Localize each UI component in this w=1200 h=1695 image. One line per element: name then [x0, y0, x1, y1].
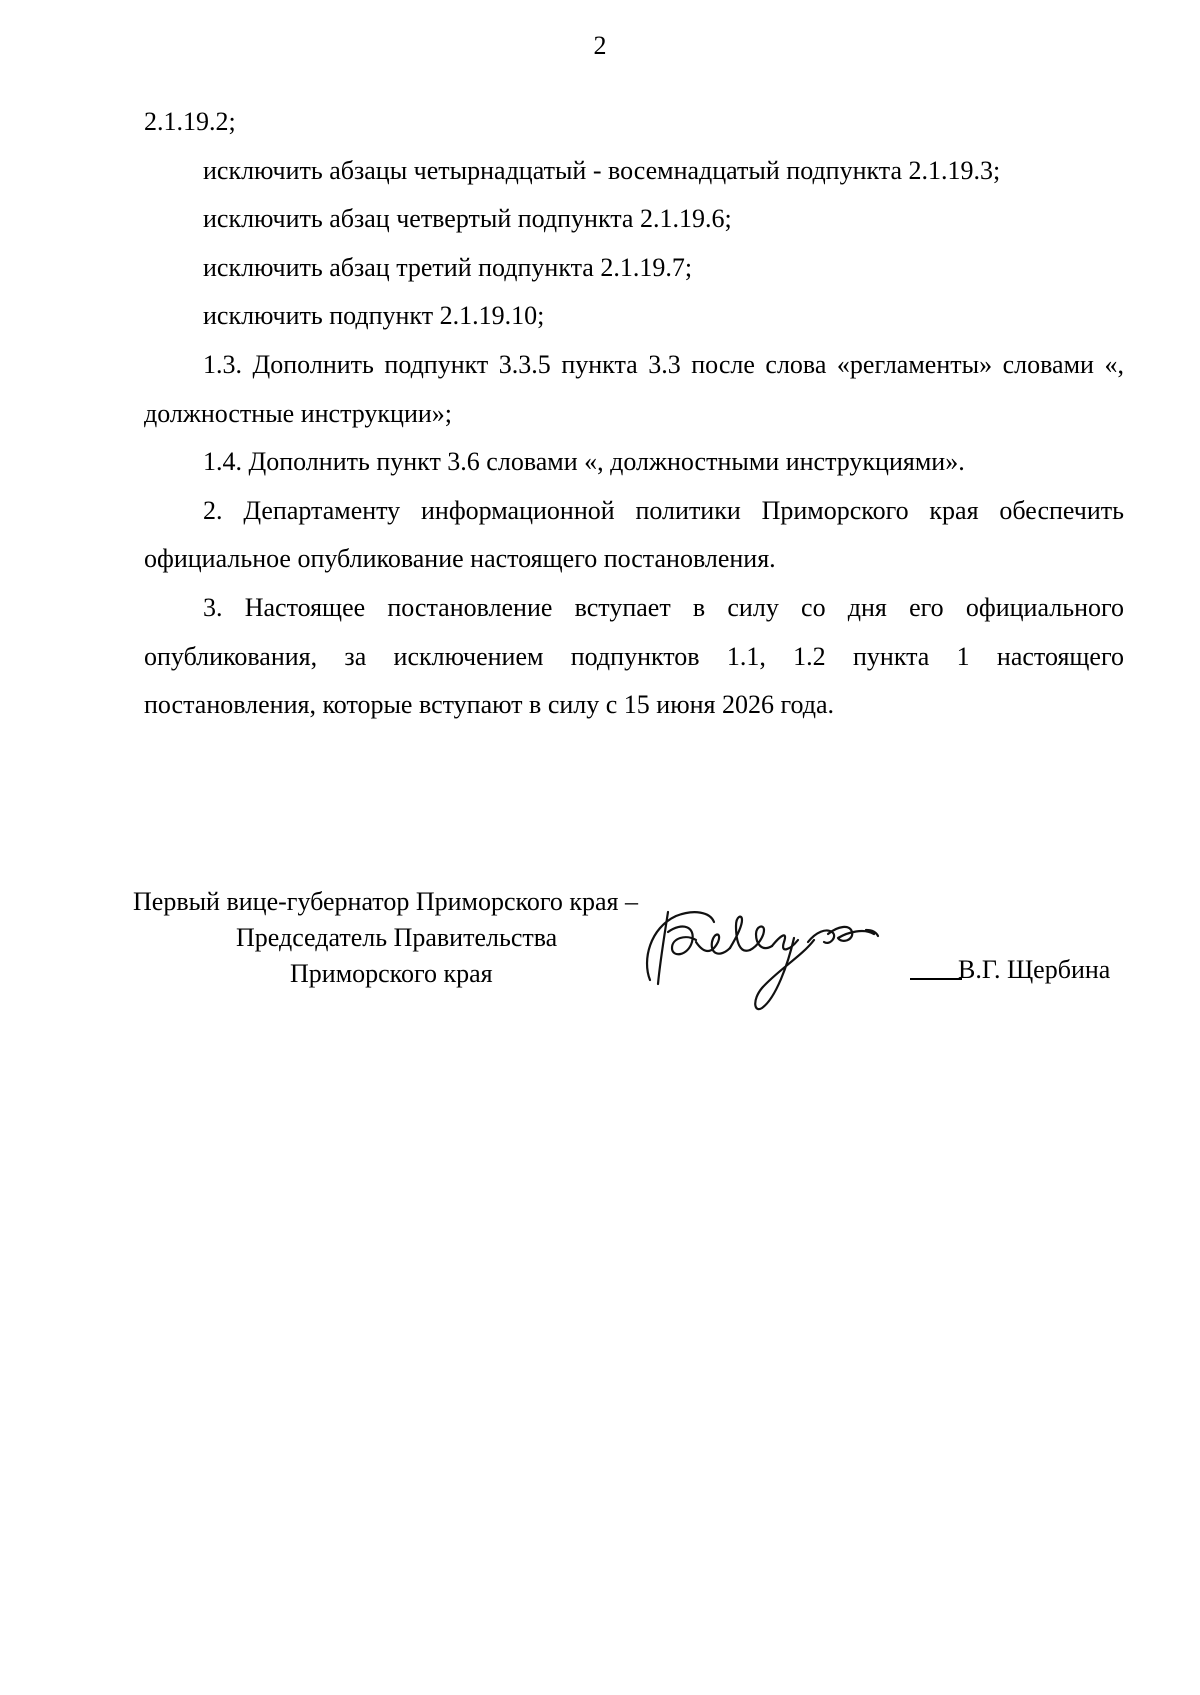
- position-line-2: Председатель Правительства: [236, 923, 558, 952]
- paragraph-7: 1.4. Дополнить пункт 3.6 словами «, должностными инструкциями».: [203, 447, 965, 477]
- paragraph-4: исключить абзац третий подпункта 2.1.19.7;: [203, 252, 693, 282]
- paragraph-3: исключить абзац четвертый подпункта 2.1.19.6;: [203, 204, 732, 234]
- paragraph-2: исключить абзацы четырнадцатый - восемнадцатый подпункта 2.1.19.3;: [203, 155, 1001, 185]
- paragraph-9: 3. Настоящее постановление вступает в силу со дня его официального опубликования, за исключением подпунктов 1.1, 1.2 пункта 1 настоящего постановления, которые вступают в силу с 15 июня 2026 года.: [144, 592, 1124, 720]
- position-line-3: Приморского края: [290, 959, 493, 988]
- position-line-1: Первый вице-губернатор Приморского края –: [133, 887, 638, 916]
- paragraph-1: 2.1.19.2;: [144, 107, 236, 136]
- signer-name: В.Г. Щербина: [958, 955, 1111, 984]
- handwritten-signature: [638, 902, 890, 1016]
- paragraph-6: 1.3. Дополнить подпункт 3.3.5 пункта 3.3 после слова «регламенты» словами «, должностные инструкции»;: [144, 349, 1124, 428]
- signature-underline: [910, 978, 962, 980]
- paragraph-5: исключить подпункт 2.1.19.10;: [203, 301, 545, 331]
- paragraph-8: 2. Департаменту информационной политики Приморского края обеспечить официальное опубликование настоящего постановления.: [144, 495, 1124, 574]
- signatory-position: [133, 884, 638, 992]
- document-body: [144, 98, 1124, 730]
- page-number: 2: [593, 31, 607, 60]
